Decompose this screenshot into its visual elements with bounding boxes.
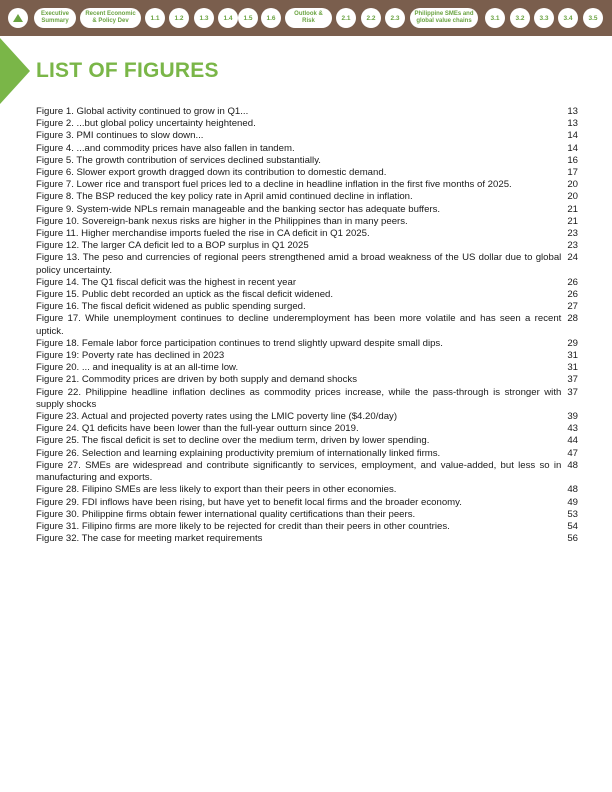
figure-entry[interactable] [36, 179, 578, 191]
figure-entry[interactable] [36, 155, 578, 167]
figure-caption: Figure 1. Global activity continued to grow in Q1... [36, 106, 249, 117]
figure-page-number: 23 [567, 228, 578, 240]
figure-entry[interactable] [36, 533, 578, 545]
nav-item-2-3[interactable]: 2.3 [385, 8, 405, 28]
figure-page-number: 16 [567, 154, 578, 166]
figure-page-number: 48 [567, 459, 578, 471]
figure-page-number: 26 [567, 276, 578, 288]
figure-entry[interactable] [36, 313, 578, 337]
section-navbar [0, 0, 612, 36]
figure-caption: Figure 4. ...and commodity prices have also fallen in tandem. [36, 142, 295, 154]
figure-entry[interactable] [36, 143, 578, 155]
figure-caption: Figure 31. Filipino firms are more likely to be rejected for credit than their peers in other countries. [36, 520, 450, 532]
figure-entry[interactable] [36, 167, 578, 179]
figure-page-number: 48 [567, 484, 578, 496]
figure-entry[interactable] [36, 350, 578, 362]
figure-caption: Figure 32. The case for meeting market requirements [36, 533, 263, 545]
figure-page-number: 27 [567, 301, 578, 313]
figure-entry[interactable] [36, 228, 578, 240]
figure-page-number: 43 [567, 423, 578, 435]
figure-page-number: 47 [567, 447, 578, 459]
figure-page-number: 24 [567, 252, 578, 264]
page-title: LIST OF FIGURES [36, 59, 219, 82]
figure-caption: Figure 3. PMI continues to slow down... [36, 130, 204, 142]
figure-caption: Figure 28. Filipino SMEs are less likely to export than their peers in other economies. [36, 484, 397, 496]
figure-entry[interactable] [36, 497, 578, 509]
nav-item-outlook-risk[interactable]: Outlook & Risk [285, 8, 332, 28]
page-marker-triangle [0, 38, 30, 104]
figure-caption: Figure 9. System-wide NPLs remain manageable and the banking sector has adequate buffers. [36, 203, 441, 215]
figure-entry[interactable] [36, 118, 578, 130]
figure-caption: Figure 26. Selection and learning explaining productivity premium of internationally linked firms. [36, 447, 441, 459]
nav-item-3-5[interactable]: 3.5 [583, 8, 603, 28]
figure-caption: Figure 10. Sovereign-bank nexus risks are higher in the Philippines than in many peers. [36, 215, 408, 227]
figure-page-number: 17 [567, 167, 578, 179]
figure-entry[interactable] [36, 204, 578, 216]
figure-entry[interactable] [36, 338, 578, 350]
figure-entry[interactable] [36, 130, 578, 142]
figure-page-number: 13 [567, 118, 578, 130]
figure-entry[interactable] [36, 387, 578, 411]
nav-item-1-3[interactable]: 1.3 [194, 8, 214, 28]
figure-caption: Figure 11. Higher merchandise imports fueled the rise in CA deficit in Q1 2025. [36, 228, 370, 240]
figure-entry[interactable] [36, 106, 578, 118]
figure-caption: Figure 21. Commodity prices are driven by both supply and demand shocks [36, 374, 358, 386]
figure-page-number: 56 [567, 533, 578, 545]
figure-page-number: 54 [567, 520, 578, 532]
figure-caption: Figure 22. Philippine headline inflation declines as commodity prices increase, while the pass-through is stronger with supply shocks [36, 386, 562, 410]
figure-caption: Figure 5. The growth contribution of services declined substantially. [36, 154, 321, 166]
figure-entry[interactable] [36, 423, 578, 435]
figure-page-number: 44 [567, 435, 578, 447]
figure-caption: Figure 29. FDI inflows have been rising, but have yet to benefit local firms and the broader economy. [36, 496, 462, 508]
figure-caption: Figure 30. Philippine firms obtain fewer international quality certifications than their peers. [36, 508, 416, 520]
nav-item-1-6[interactable]: 1.6 [261, 8, 281, 28]
figure-page-number: 26 [567, 289, 578, 301]
figure-entry[interactable] [36, 289, 578, 301]
figure-entry[interactable] [36, 435, 578, 447]
figure-page-number: 31 [567, 362, 578, 374]
figure-page-number: 49 [567, 496, 578, 508]
figure-caption: Figure 15. Public debt recorded an uptick as the fiscal deficit widened. [36, 289, 334, 301]
figure-caption: Figure 24. Q1 deficits have been lower than the full-year outturn since 2019. [36, 423, 359, 435]
figure-page-number: 28 [567, 313, 578, 325]
figure-caption: Figure 25. The fiscal deficit is set to decline over the medium term, driven by lower spending. [36, 435, 430, 447]
figure-caption: Figure 20. ... and inequality is at an all-time low. [36, 362, 239, 374]
nav-item-1-4[interactable]: 1.4 [218, 8, 238, 28]
figure-page-number: 14 [567, 130, 578, 142]
figure-caption: Figure 6. Slower export growth dragged down its contribution to domestic demand. [36, 167, 387, 179]
figure-entry[interactable] [36, 240, 578, 252]
up-arrow-icon [13, 14, 23, 22]
figure-entry[interactable] [36, 521, 578, 533]
figure-page-number: 31 [567, 350, 578, 362]
figure-entry[interactable] [36, 374, 578, 386]
figure-caption: Figure 16. The fiscal deficit widened as public spending surged. [36, 301, 306, 313]
nav-item-3-4[interactable]: 3.4 [558, 8, 578, 28]
figure-page-number: 37 [567, 386, 578, 398]
nav-item-2-2[interactable]: 2.2 [361, 8, 381, 28]
figure-entry[interactable] [36, 252, 578, 276]
figure-caption: Figure 27. SMEs are widespread and contribute significantly to services, employment, and value-added, but less so in manufacturing and exports. [36, 459, 562, 484]
figure-caption: Figure 12. The larger CA deficit led to a BOP surplus in Q1 2025 [36, 240, 309, 252]
figure-caption: Figure 23. Actual and projected poverty rates using the LMIC poverty line ($4.20/day) [36, 411, 398, 423]
figure-entry[interactable] [36, 277, 578, 289]
figure-entry[interactable] [36, 362, 578, 374]
figure-entry[interactable] [36, 509, 578, 521]
figure-page-number: 13 [567, 106, 578, 117]
figure-list [36, 106, 578, 545]
figure-page-number: 37 [567, 374, 578, 386]
nav-item-1-1[interactable]: 1.1 [145, 8, 165, 28]
back-to-top-button[interactable] [8, 8, 28, 28]
figure-entry[interactable] [36, 301, 578, 313]
figure-caption: Figure 8. The BSP reduced the key policy rate in April amid continued decline in inflation. [36, 191, 413, 203]
figure-page-number: 21 [567, 203, 578, 215]
figure-entry[interactable] [36, 216, 578, 228]
figure-page-number: 14 [567, 142, 578, 154]
nav-item-executive-summary[interactable]: Executive Summary [34, 8, 76, 28]
figure-page-number: 20 [567, 191, 578, 203]
figure-caption: Figure 17. While unemployment continues to decline underemployment has been more volatile and has seen a recent uptick. [36, 313, 562, 337]
nav-item-3-2[interactable]: 3.2 [510, 8, 530, 28]
figure-page-number: 29 [567, 337, 578, 349]
nav-item-1-5[interactable]: 1.5 [238, 8, 258, 28]
figure-page-number: 53 [567, 508, 578, 520]
figure-entry[interactable] [36, 484, 578, 496]
figure-caption: Figure 7. Lower rice and transport fuel prices led to a decline in headline inflation in the first five months of 2025. [36, 179, 512, 191]
figure-entry[interactable] [36, 411, 578, 423]
nav-item-3-1[interactable]: 3.1 [485, 8, 505, 28]
figure-entry[interactable] [36, 448, 578, 460]
figure-caption: Figure 18. Female labor force participation continues to trend slightly upward despite small dips. [36, 337, 443, 349]
nav-item-3-3[interactable]: 3.3 [534, 8, 554, 28]
nav-item-1-2[interactable]: 1.2 [169, 8, 189, 28]
figure-entry[interactable] [36, 460, 578, 484]
figure-page-number: 23 [567, 240, 578, 252]
nav-item-2-1[interactable]: 2.1 [336, 8, 356, 28]
figure-page-number: 21 [567, 215, 578, 227]
figure-page-number: 20 [567, 179, 578, 191]
figure-caption: Figure 14. The Q1 fiscal deficit was the highest in recent year [36, 276, 297, 288]
figure-caption: Figure 13. The peso and currencies of regional peers strengthened amid a broad weakness of the US dollar due to global policy uncertainty. [36, 252, 562, 276]
figure-entry[interactable] [36, 191, 578, 203]
nav-item-recent-economic-policy-dev[interactable]: Recent Economic & Policy Dev [80, 8, 141, 28]
figure-caption: Figure 19: Poverty rate has declined in 2023 [36, 350, 225, 362]
figure-caption: Figure 2. ...but global policy uncertainty heightened. [36, 118, 256, 130]
nav-item-philippine-smes-and-global-value-chains[interactable]: Philippine SMEs and global value chains [410, 8, 478, 28]
figure-page-number: 39 [567, 411, 578, 423]
